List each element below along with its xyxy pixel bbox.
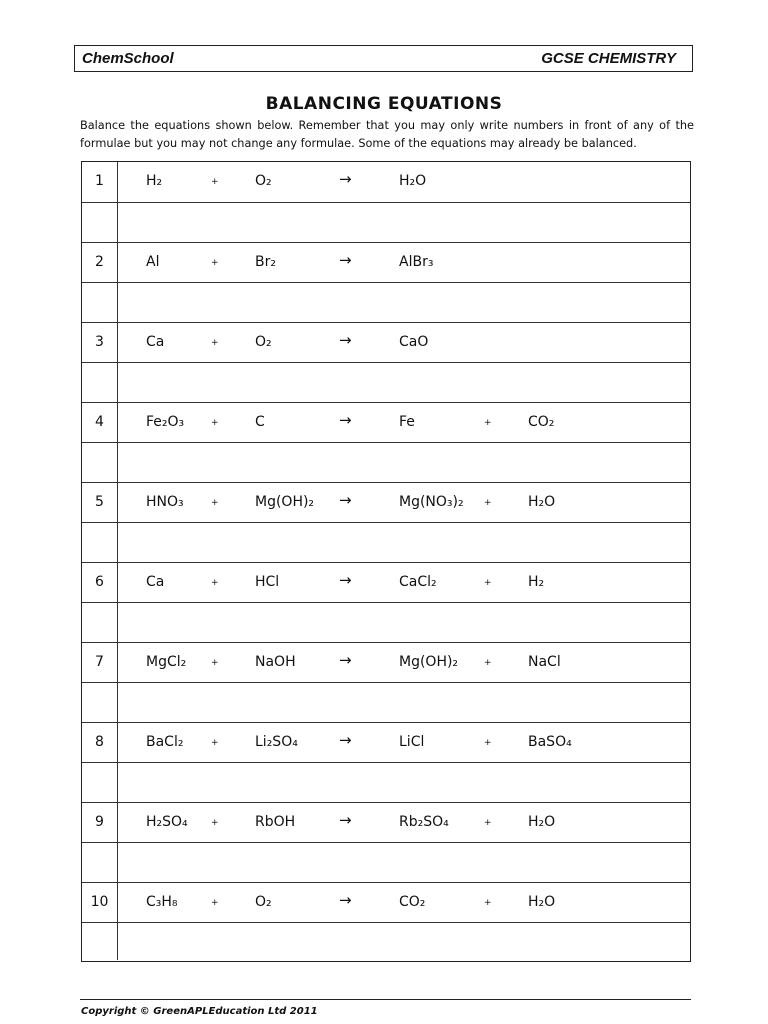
answer-row[interactable]: [82, 442, 690, 482]
plus-sign: +: [211, 498, 219, 508]
copyright-notice: Copyright © GreenAPLEducation Ltd 2011: [81, 1006, 318, 1017]
column-divider: [117, 523, 118, 562]
reactant-2: O₂: [255, 894, 272, 910]
answer-row[interactable]: [82, 202, 690, 242]
column-divider: [117, 243, 118, 282]
equation-number: 10: [90, 894, 109, 910]
reaction-arrow: →: [339, 491, 352, 509]
column-divider: [117, 443, 118, 482]
reactant-1: H₂: [146, 173, 163, 189]
equation-row: [82, 562, 690, 602]
reactant-1: Al: [146, 254, 160, 270]
product-1: LiCl: [399, 734, 425, 750]
equation-number: 8: [95, 734, 104, 750]
school-name: ChemSchool: [82, 50, 174, 67]
reactant-1: H₂SO₄: [146, 814, 188, 830]
reaction-arrow: →: [339, 811, 352, 829]
plus-sign: +: [211, 177, 219, 187]
reactant-2: RbOH: [255, 814, 296, 830]
answer-row[interactable]: [82, 522, 690, 562]
answer-row[interactable]: [82, 282, 690, 322]
column-divider: [117, 923, 118, 960]
reactant-1: Ca: [146, 574, 165, 590]
plus-sign: +: [484, 498, 492, 508]
reaction-arrow: →: [339, 891, 352, 909]
reactant-2: O₂: [255, 334, 272, 350]
column-divider: [117, 883, 118, 922]
reaction-arrow: →: [339, 251, 352, 269]
plus-sign: +: [211, 738, 219, 748]
product-2: NaCl: [528, 654, 561, 670]
column-divider: [117, 643, 118, 682]
equation-row: [82, 802, 690, 842]
product-1: Mg(OH)₂: [399, 654, 459, 670]
plus-sign: +: [484, 898, 492, 908]
plus-sign: +: [211, 818, 219, 828]
equation-number: 6: [95, 574, 104, 590]
reactant-1: Ca: [146, 334, 165, 350]
column-divider: [117, 283, 118, 322]
column-divider: [117, 363, 118, 402]
equation-row: [82, 482, 690, 522]
column-divider: [117, 803, 118, 842]
plus-sign: +: [211, 418, 219, 428]
equation-row: [82, 722, 690, 762]
column-divider: [117, 843, 118, 882]
product-1: Mg(NO₃)₂: [399, 494, 464, 510]
answer-row[interactable]: [82, 602, 690, 642]
column-divider: [117, 323, 118, 362]
plus-sign: +: [484, 418, 492, 428]
product-1: CaCl₂: [399, 574, 437, 590]
reactant-1: C₃H₈: [146, 894, 178, 910]
plus-sign: +: [211, 338, 219, 348]
equation-row: [82, 882, 690, 922]
plus-sign: +: [211, 578, 219, 588]
column-divider: [117, 483, 118, 522]
column-divider: [117, 403, 118, 442]
reactant-1: Fe₂O₃: [146, 414, 185, 430]
column-divider: [117, 683, 118, 722]
product-1: CO₂: [399, 894, 426, 910]
subject-name: GCSE CHEMISTRY: [541, 50, 676, 67]
reactant-2: O₂: [255, 173, 272, 189]
product-2: H₂: [528, 574, 545, 590]
equation-number: 2: [95, 254, 104, 270]
plus-sign: +: [484, 738, 492, 748]
equation-number: 5: [95, 494, 104, 510]
reactant-2: Br₂: [255, 254, 276, 270]
equation-number: 1: [95, 173, 104, 189]
equation-row: [82, 162, 690, 202]
reactant-1: BaCl₂: [146, 734, 184, 750]
column-divider: [117, 723, 118, 762]
column-divider: [117, 603, 118, 642]
reactant-1: HNO₃: [146, 494, 184, 510]
product-2: H₂O: [528, 814, 556, 830]
product-2: CO₂: [528, 414, 555, 430]
column-divider: [117, 763, 118, 802]
column-divider: [117, 203, 118, 242]
reaction-arrow: →: [339, 331, 352, 349]
reactant-2: HCl: [255, 574, 280, 590]
reaction-arrow: →: [339, 731, 352, 749]
reactant-1: MgCl₂: [146, 654, 187, 670]
equation-row: [82, 322, 690, 362]
plus-sign: +: [211, 658, 219, 668]
equation-row: [82, 642, 690, 682]
column-divider: [117, 563, 118, 602]
equation-number: 3: [95, 334, 104, 350]
reactant-2: C: [255, 414, 265, 430]
reaction-arrow: →: [339, 411, 352, 429]
equation-number: 9: [95, 814, 104, 830]
product-1: CaO: [399, 334, 429, 350]
product-1: H₂O: [399, 173, 427, 189]
reaction-arrow: →: [339, 170, 352, 188]
plus-sign: +: [484, 578, 492, 588]
answer-row[interactable]: [82, 922, 690, 960]
plus-sign: +: [484, 658, 492, 668]
footer-divider: [80, 999, 691, 1000]
product-1: Fe: [399, 414, 415, 430]
plus-sign: +: [211, 898, 219, 908]
column-divider: [117, 162, 118, 202]
reactant-2: NaOH: [255, 654, 296, 670]
answer-row[interactable]: [82, 762, 690, 802]
header-bar: [74, 45, 693, 72]
equations-table: [81, 161, 691, 962]
product-2: BaSO₄: [528, 734, 572, 750]
equation-number: 7: [95, 654, 104, 670]
product-1: AlBr₃: [399, 254, 434, 270]
page-title: BALANCING EQUATIONS: [265, 94, 503, 114]
reaction-arrow: →: [339, 571, 352, 589]
equation-number: 4: [95, 414, 104, 430]
answer-row[interactable]: [82, 682, 690, 722]
product-2: H₂O: [528, 894, 556, 910]
answer-row[interactable]: [82, 842, 690, 882]
answer-row[interactable]: [82, 362, 690, 402]
product-1: Rb₂SO₄: [399, 814, 449, 830]
reactant-2: Mg(OH)₂: [255, 494, 315, 510]
reaction-arrow: →: [339, 651, 352, 669]
instructions: Balance the equations shown below. Remember that you may only write numbers in front of any of the formulae but you may not change any formulae. Some of the equations may already be balanced.: [80, 119, 694, 150]
plus-sign: +: [211, 258, 219, 268]
plus-sign: +: [484, 818, 492, 828]
equation-row: [82, 242, 690, 282]
product-2: H₂O: [528, 494, 556, 510]
equation-row: [82, 402, 690, 442]
reactant-2: Li₂SO₄: [255, 734, 298, 750]
